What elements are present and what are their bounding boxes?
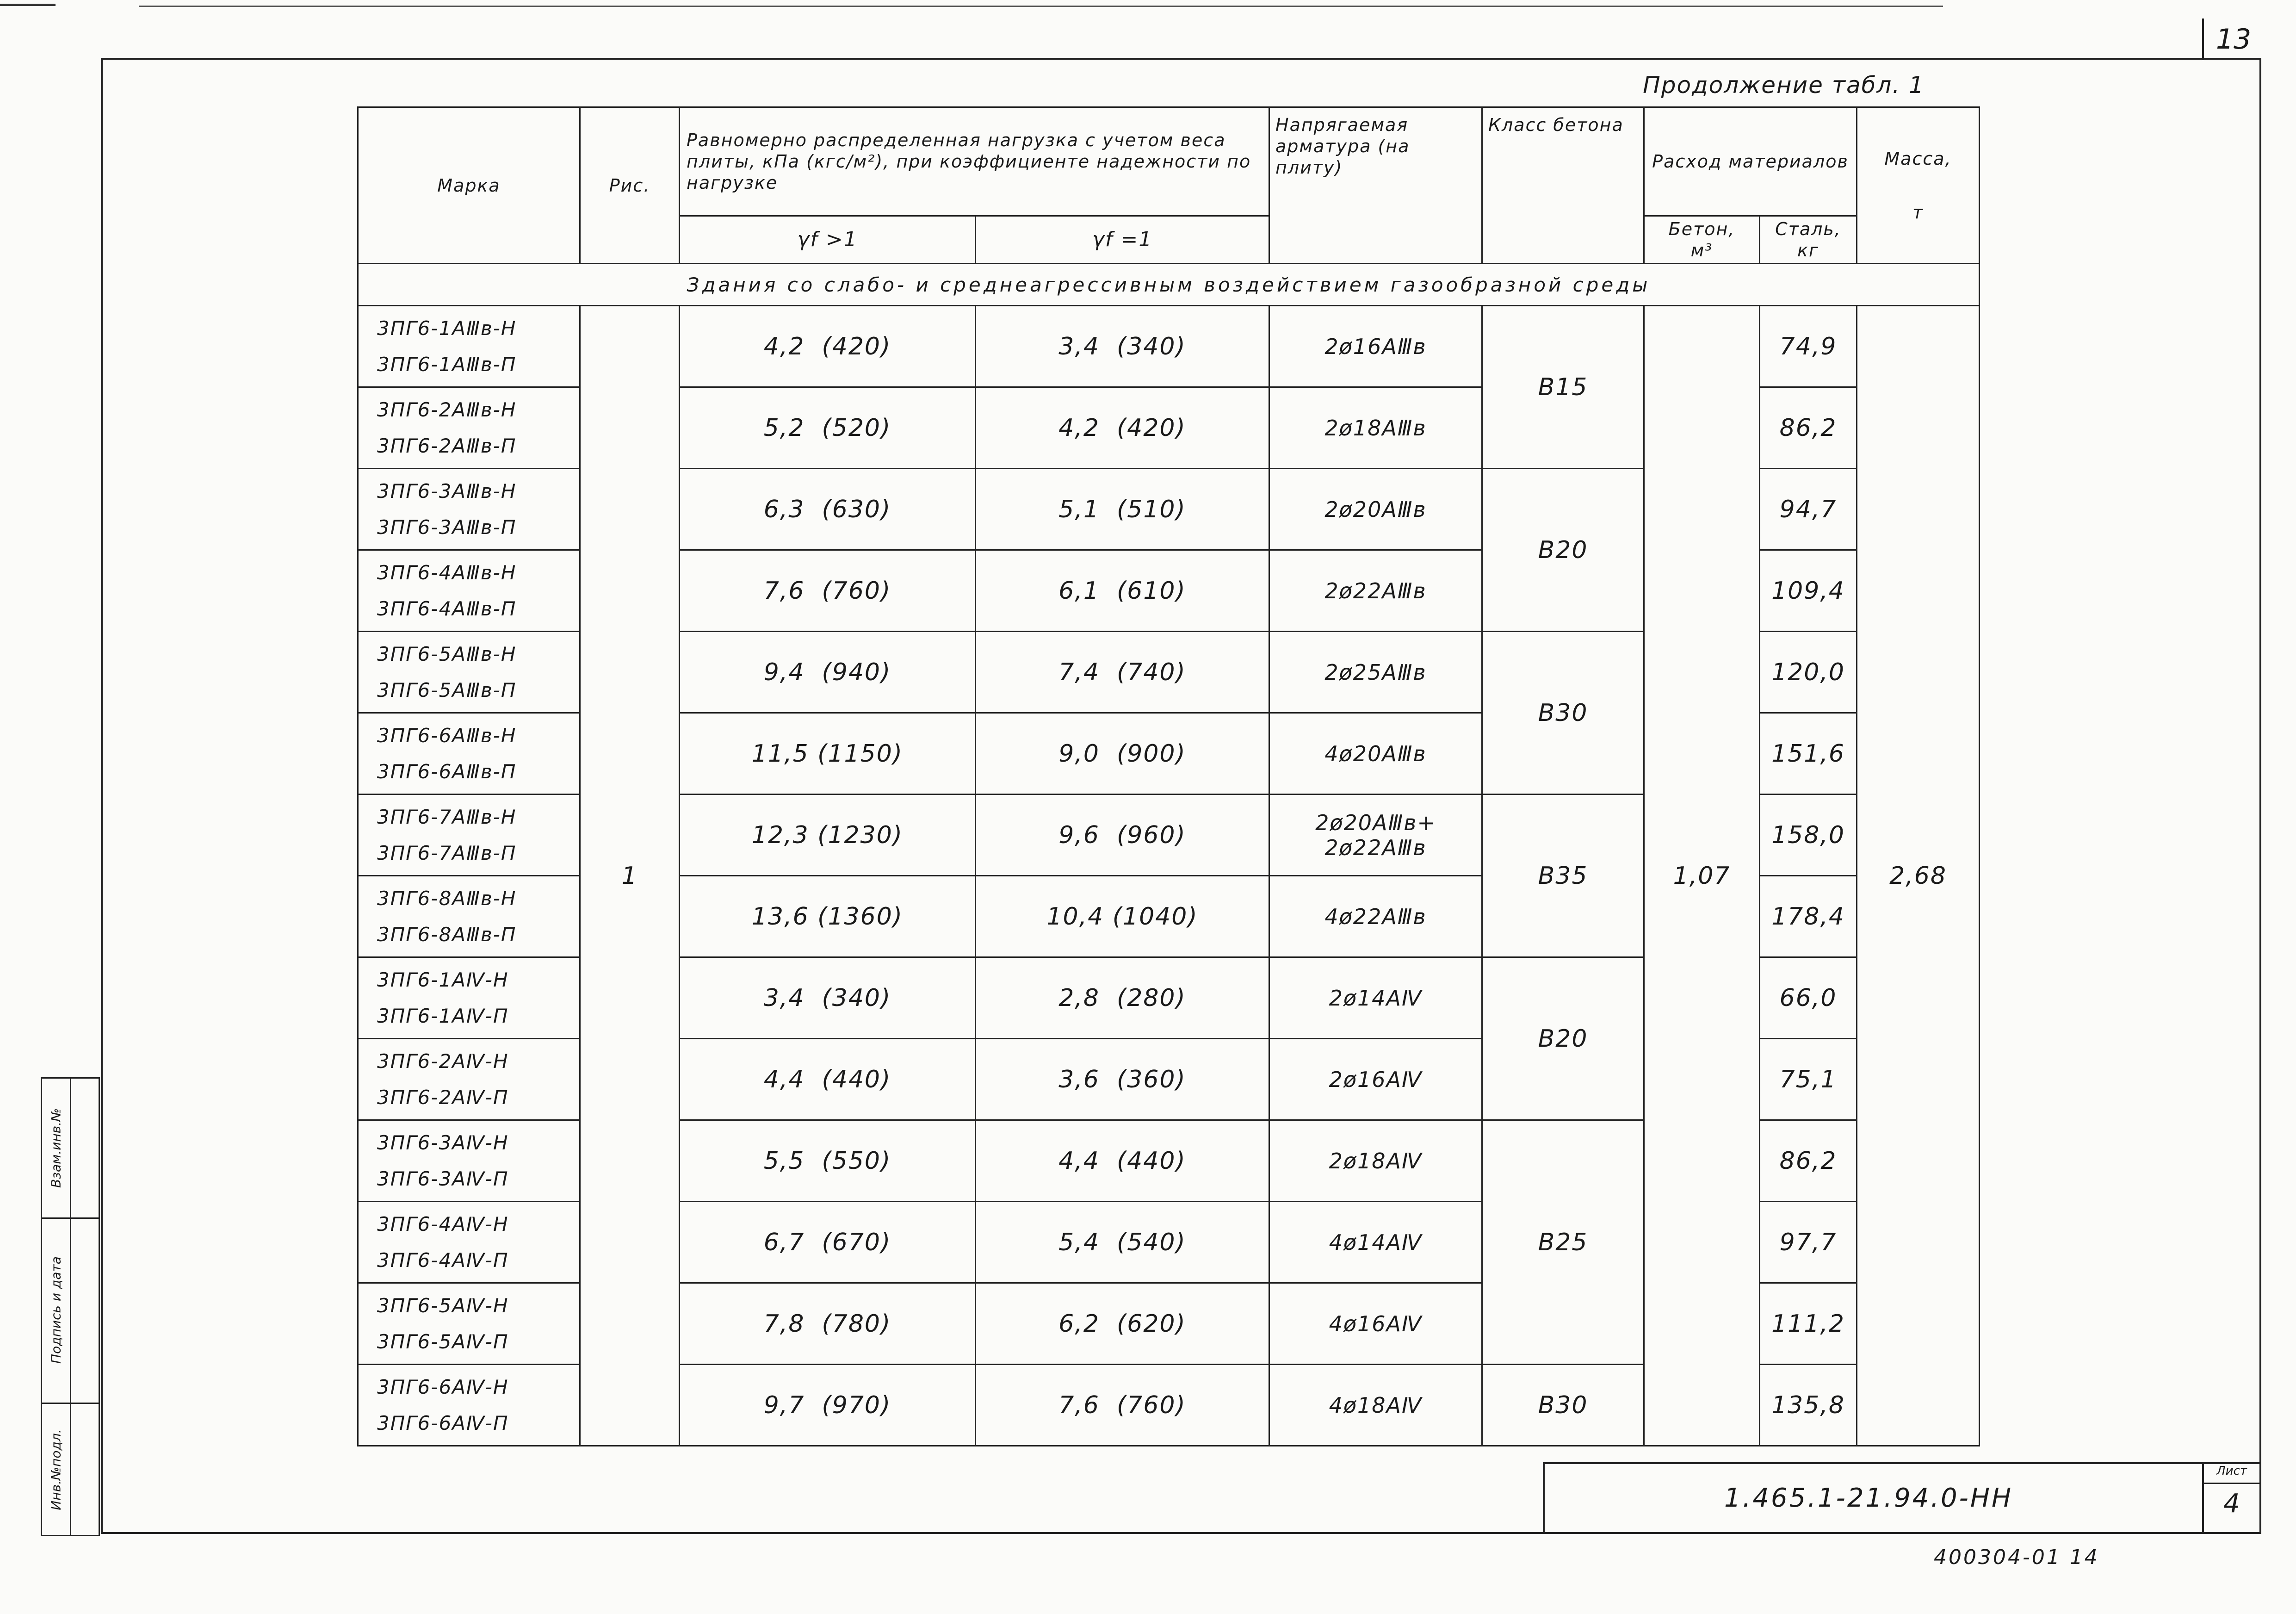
mark-cell: [358, 1283, 580, 1365]
margin-stamp-labels: [42, 1079, 71, 1535]
header-mark: Марка: [358, 107, 580, 264]
reinforcement-value: 2ø20АⅢв: [1324, 497, 1427, 522]
steel-cell: 74,9: [1760, 306, 1857, 387]
mark-p: 3ПГ6-5АⅣ-П: [377, 1330, 509, 1353]
header-materials: Расход материалов: [1644, 107, 1857, 216]
concrete-class-cell: B25: [1482, 1120, 1644, 1365]
steel-cell: 66,0: [1760, 957, 1857, 1039]
mark-n: 3ПГ6-2АⅢв-Н: [377, 398, 517, 421]
mark-n: 3ПГ6-5АⅣ-Н: [377, 1294, 509, 1317]
steel-cell: 94,7: [1760, 469, 1857, 550]
load-gamma-gt1-cell: 12,3 (1230): [680, 795, 976, 876]
load-gamma-gt1-cell: 4,4 (440): [680, 1039, 976, 1120]
header-concrete: [1644, 216, 1760, 264]
load-gamma-gt1-cell: 4,2 (420): [680, 306, 976, 387]
reinforcement-cell: [1269, 876, 1482, 957]
concrete-class-cell: B30: [1482, 1365, 1644, 1446]
mark-cell: [358, 632, 580, 713]
mark-p: 3ПГ6-2АⅢв-П: [377, 434, 517, 457]
mark-p: 3ПГ6-6АⅣ-П: [377, 1411, 509, 1434]
concrete-class-cell: B20: [1482, 469, 1644, 632]
mark-p: 3ПГ6-7АⅢв-П: [377, 841, 517, 864]
reinforcement-cell: [1269, 1039, 1482, 1120]
mark-p: 3ПГ6-4АⅢв-П: [377, 597, 517, 620]
mark-p: 3ПГ6-3АⅣ-П: [377, 1167, 509, 1190]
reinforcement-value: 2ø16АⅢв: [1324, 334, 1427, 359]
mark-n: 3ПГ6-4АⅣ-Н: [377, 1212, 509, 1235]
document-code: 1.465.1-21.94.0-НН: [1724, 1483, 2013, 1513]
mark-cell: [358, 1120, 580, 1202]
mark-n: 3ПГ6-4АⅢв-Н: [377, 561, 517, 584]
reinforcement-cell: [1269, 957, 1482, 1039]
mark-p: 3ПГ6-1АⅢв-П: [377, 353, 517, 376]
concrete-class-cell: B30: [1482, 632, 1644, 795]
reinforcement-cell: [1269, 795, 1482, 876]
load-gamma-gt1-cell: 5,2 (520): [680, 387, 976, 469]
mass-cell: 2,68: [1857, 306, 1980, 1446]
mark-cell: [358, 1365, 580, 1446]
load-gamma-eq1-cell: 4,2 (420): [976, 387, 1269, 469]
steel-cell: 75,1: [1760, 1039, 1857, 1120]
header-load: Равномерно распределенная нагрузка с учетом веса плиты, кПа (кгс/м²), при коэффициенте надежности по нагрузке: [680, 107, 1269, 216]
steel-cell: 120,0: [1760, 632, 1857, 713]
title-block: [1543, 1462, 2261, 1534]
mark-cell: [358, 306, 580, 387]
section-title: Здания со слабо- и среднеагрессивным воздействием газообразной среды: [358, 264, 1980, 306]
mark-n: 3ПГ6-3АⅣ-Н: [377, 1131, 509, 1154]
margin-vzam-inv: Взам.инв.№: [48, 1108, 64, 1188]
concrete-class-cell: B35: [1482, 795, 1644, 957]
mark-n: 3ПГ6-3АⅢв-Н: [377, 479, 517, 503]
header-reinforcement: Напрягаемая арматура (на плиту): [1269, 107, 1482, 264]
concrete-class-cell: B20: [1482, 957, 1644, 1120]
mark-p: 3ПГ6-1АⅣ-П: [377, 1004, 509, 1027]
load-gamma-gt1-cell: 7,8 (780): [680, 1283, 976, 1365]
steel-cell: 86,2: [1760, 1120, 1857, 1202]
mark-cell: [358, 876, 580, 957]
mark-n: 3ПГ6-1АⅣ-Н: [377, 968, 509, 991]
mark-p: 3ПГ6-8АⅢв-П: [377, 923, 517, 946]
load-gamma-gt1-cell: 9,4 (940): [680, 632, 976, 713]
load-gamma-gt1-cell: 6,7 (670): [680, 1202, 976, 1283]
header-mass: [1857, 107, 1980, 264]
reinforcement-cell: [1269, 469, 1482, 550]
reinforcement-cell: [1269, 713, 1482, 795]
reinforcement-cell: [1269, 550, 1482, 632]
load-gamma-gt1-cell: 7,6 (760): [680, 550, 976, 632]
steel-cell: 151,6: [1760, 713, 1857, 795]
table-row: [358, 306, 1980, 387]
concrete-class-cell: B15: [1482, 306, 1644, 469]
header-concrete-unit: м³: [1690, 240, 1713, 261]
load-gamma-eq1-cell: 2,8 (280): [976, 957, 1269, 1039]
figure-cell: 1: [580, 306, 680, 1446]
reinforcement-cell: [1269, 1283, 1482, 1365]
reinforcement-cell: [1269, 1365, 1482, 1446]
continuation-title: Продолжение табл. 1: [1643, 72, 1925, 99]
mark-n: 3ПГ6-5АⅢв-Н: [377, 642, 517, 665]
load-gamma-eq1-cell: 9,6 (960): [976, 795, 1269, 876]
reinforcement-value: 2ø16АⅣ: [1329, 1067, 1423, 1092]
archive-number: 400304-01 14: [1934, 1546, 2099, 1569]
mark-p: 3ПГ6-4АⅣ-П: [377, 1248, 509, 1272]
mark-cell: [358, 469, 580, 550]
steel-cell: 158,0: [1760, 795, 1857, 876]
reinforcement-value: 2ø20АⅢв+: [1315, 810, 1436, 835]
steel-cell: 97,7: [1760, 1202, 1857, 1283]
load-gamma-eq1-cell: 10,4 (1040): [976, 876, 1269, 957]
header-mass-unit: т: [1912, 202, 1924, 223]
concrete-volume-cell: 1,07: [1644, 306, 1760, 1446]
mark-n: 3ПГ6-1АⅢв-Н: [377, 317, 517, 340]
reinforcement-value: 4ø18АⅣ: [1329, 1392, 1423, 1418]
sheet-value: 4: [2223, 1489, 2240, 1519]
reinforcement-cell: [1269, 632, 1482, 713]
header-steel: [1760, 216, 1857, 264]
mark-cell: [358, 795, 580, 876]
margin-stamp-values: [71, 1079, 99, 1535]
scan-artifact-line: [0, 4, 56, 6]
load-gamma-eq1-cell: 5,4 (540): [976, 1202, 1269, 1283]
sheet-label: Лист: [2204, 1464, 2259, 1484]
reinforcement-cell: [1269, 387, 1482, 469]
reinforcement-cell: [1269, 1120, 1482, 1202]
mark-cell: [358, 387, 580, 469]
steel-cell: 86,2: [1760, 387, 1857, 469]
reinforcement-cell: [1269, 1202, 1482, 1283]
header-concrete-label: Бетон,: [1668, 219, 1735, 239]
mark-cell: [358, 1202, 580, 1283]
steel-cell: 111,2: [1760, 1283, 1857, 1365]
load-gamma-gt1-cell: 3,4 (340): [680, 957, 976, 1039]
mark-cell: [358, 1039, 580, 1120]
load-gamma-gt1-cell: 11,5 (1150): [680, 713, 976, 795]
mark-n: 3ПГ6-7АⅢв-Н: [377, 805, 517, 828]
mark-p: 3ПГ6-3АⅢв-П: [377, 515, 517, 539]
mark-cell: [358, 957, 580, 1039]
mark-n: 3ПГ6-2АⅣ-Н: [377, 1049, 509, 1073]
load-gamma-gt1-cell: 6,3 (630): [680, 469, 976, 550]
mark-n: 3ПГ6-6АⅢв-Н: [377, 724, 517, 747]
reinforcement-value: 4ø14АⅣ: [1329, 1229, 1423, 1255]
reinforcement-value: 4ø20АⅢв: [1324, 741, 1427, 766]
load-gamma-eq1-cell: 6,1 (610): [976, 550, 1269, 632]
reinforcement-value: 2ø18АⅢв: [1324, 415, 1427, 441]
reinforcement-cell: [1269, 306, 1482, 387]
mark-cell: [358, 713, 580, 795]
reinforcement-value: 2ø18АⅣ: [1329, 1148, 1423, 1173]
mark-n: 3ПГ6-8АⅢв-Н: [377, 887, 517, 910]
load-gamma-gt1-cell: 13,6 (1360): [680, 876, 976, 957]
load-gamma-eq1-cell: 9,0 (900): [976, 713, 1269, 795]
load-gamma-eq1-cell: 6,2 (620): [976, 1283, 1269, 1365]
header-concrete-class: Класс бетона: [1482, 107, 1644, 264]
load-gamma-eq1-cell: 4,4 (440): [976, 1120, 1269, 1202]
load-gamma-eq1-cell: 5,1 (510): [976, 469, 1269, 550]
main-table: [357, 106, 1980, 1446]
load-gamma-eq1-cell: 7,6 (760): [976, 1365, 1269, 1446]
load-gamma-gt1-cell: 5,5 (550): [680, 1120, 976, 1202]
header-steel-label: Сталь,: [1775, 219, 1841, 239]
steel-cell: 178,4: [1760, 876, 1857, 957]
steel-cell: 135,8: [1760, 1365, 1857, 1446]
mark-p: 3ПГ6-6АⅢв-П: [377, 760, 517, 783]
header-load-sub2: γf =1: [976, 216, 1269, 264]
reinforcement-value: 2ø22АⅢв: [1324, 578, 1427, 603]
reinforcement-value: 2ø14АⅣ: [1329, 985, 1423, 1011]
reinforcement-value: 4ø22АⅢв: [1324, 904, 1427, 929]
margin-signature-date: Подпись и дата: [48, 1256, 64, 1364]
load-gamma-gt1-cell: 9,7 (970): [680, 1365, 976, 1446]
margin-stamp: [41, 1077, 100, 1536]
sheet-box: [2202, 1464, 2259, 1532]
mark-p: 3ПГ6-2АⅣ-П: [377, 1086, 509, 1109]
sheet-number: 13: [2202, 19, 2263, 60]
steel-cell: 109,4: [1760, 550, 1857, 632]
scan-artifact-line: [139, 6, 1943, 7]
mark-cell: [358, 550, 580, 632]
header-figure: Рис.: [580, 107, 680, 264]
reinforcement-value: 2ø25АⅢв: [1324, 659, 1427, 685]
margin-inv-podl: Инв.№подл.: [48, 1429, 64, 1510]
header-load-sub1: γf >1: [680, 216, 976, 264]
load-gamma-eq1-cell: 7,4 (740): [976, 632, 1269, 713]
mark-n: 3ПГ6-6АⅣ-Н: [377, 1375, 509, 1398]
header-steel-unit: кг: [1797, 240, 1819, 261]
load-gamma-eq1-cell: 3,4 (340): [976, 306, 1269, 387]
header-mass-label: Масса,: [1884, 148, 1952, 169]
load-gamma-eq1-cell: 3,6 (360): [976, 1039, 1269, 1120]
reinforcement-value-2: 2ø22АⅢв: [1324, 835, 1427, 860]
reinforcement-value: 4ø16АⅣ: [1329, 1311, 1423, 1336]
mark-p: 3ПГ6-5АⅢв-П: [377, 678, 517, 701]
